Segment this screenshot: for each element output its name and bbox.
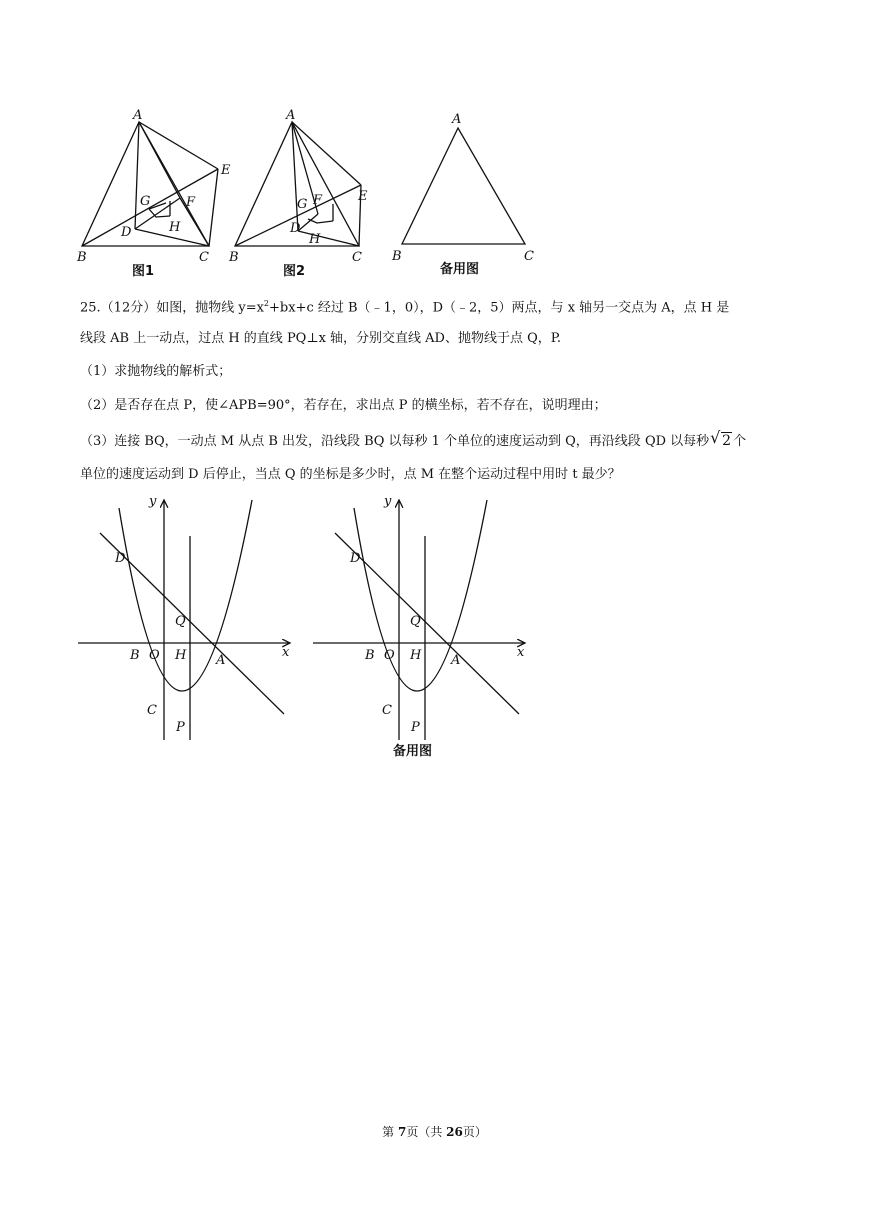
current-page-number: 7 [397, 1125, 407, 1139]
problem-part-2: （2）是否存在点 P，使∠APB=90°，若存在，求出点 P 的横坐标，若不存在，说明理由； [80, 398, 607, 413]
label-C: C [147, 703, 157, 718]
footer-text: 页） [462, 1125, 487, 1139]
problem-line-2: 线段 AB 上一动点，过点 H 的直线 PQ⊥x 轴，分别交直线 AD、抛物线于点 Q，P. [80, 331, 562, 346]
label-B: B [130, 648, 140, 663]
label-P: P [411, 720, 420, 735]
label-Q: Q [175, 614, 186, 629]
label-E: E [221, 163, 231, 178]
label-B: B [77, 250, 87, 265]
label-B: B [365, 648, 375, 663]
label-H: H [410, 648, 422, 663]
exponent: 2 [263, 299, 270, 308]
label-A: A [451, 653, 461, 668]
label-B: B [392, 249, 402, 264]
label-G: G [297, 197, 308, 212]
label-C: C [382, 703, 392, 718]
problem-text: 25.（12分）如图，抛物线 y=x [80, 300, 264, 316]
figure-2 [223, 105, 383, 280]
label-O: O [384, 648, 395, 663]
figure-5-caption: 备用图 [393, 744, 433, 759]
figure-3-caption: 备用图 [440, 262, 480, 277]
problem-part-3 [80, 428, 747, 452]
label-G: G [140, 194, 151, 209]
label-x: x [517, 645, 525, 660]
label-F: F [313, 193, 323, 208]
problem-text: 个 [733, 434, 747, 449]
label-B: B [229, 250, 239, 265]
label-A: A [452, 112, 462, 127]
label-y: y [384, 494, 392, 509]
label-D: D [121, 225, 132, 240]
sqrt-expression: √ 2 [710, 428, 732, 449]
label-D: D [115, 551, 126, 566]
label-C: C [199, 250, 209, 265]
label-P: P [176, 720, 185, 735]
page-footer [0, 1123, 869, 1140]
figure-1-caption: 图1 [132, 264, 155, 279]
problem-line-1 [80, 294, 729, 318]
label-C: C [352, 250, 362, 265]
footer-text: 页（共 [406, 1125, 447, 1139]
figure-parabola [70, 488, 300, 768]
label-H: H [169, 220, 181, 235]
figure-2-caption: 图2 [283, 264, 306, 279]
figure-3-spare [385, 105, 545, 280]
label-y: y [149, 494, 157, 509]
label-O: O [149, 648, 160, 663]
label-H: H [175, 648, 187, 663]
label-Q: Q [410, 614, 421, 629]
problem-part-1: （1）求抛物线的解析式； [80, 364, 232, 379]
footer-text: 第 [382, 1125, 398, 1139]
problem-text: +bx+c 经过 B（﹣1，0），D（﹣2，5）两点，与 x 轴另一交点为 A，点 H 是 [269, 300, 730, 316]
sqrt-radicand: 2 [722, 433, 732, 449]
problem-text: （3）连接 BQ，一动点 M 从点 B 出发，沿线段 BQ 以每秒 1 个单位的速度运动到 Q，再沿线段 QD 以每秒 [80, 434, 710, 449]
label-x: x [282, 645, 290, 660]
label-A: A [286, 108, 296, 123]
label-A: A [133, 108, 143, 123]
total-pages: 26 [446, 1125, 463, 1139]
label-F: F [186, 195, 196, 210]
label-D: D [350, 551, 361, 566]
label-C: C [524, 249, 534, 264]
label-A: A [216, 653, 226, 668]
figure-parabola-spare [305, 488, 535, 768]
label-H: H [309, 232, 321, 247]
label-D: D [290, 221, 301, 236]
figure-1 [70, 105, 240, 280]
label-E: E [358, 189, 368, 204]
problem-part-3-line-2: 单位的速度运动到 D 后停止，当点 Q 的坐标是多少时，点 M 在整个运动过程中用时 t 最少？ [80, 467, 621, 482]
